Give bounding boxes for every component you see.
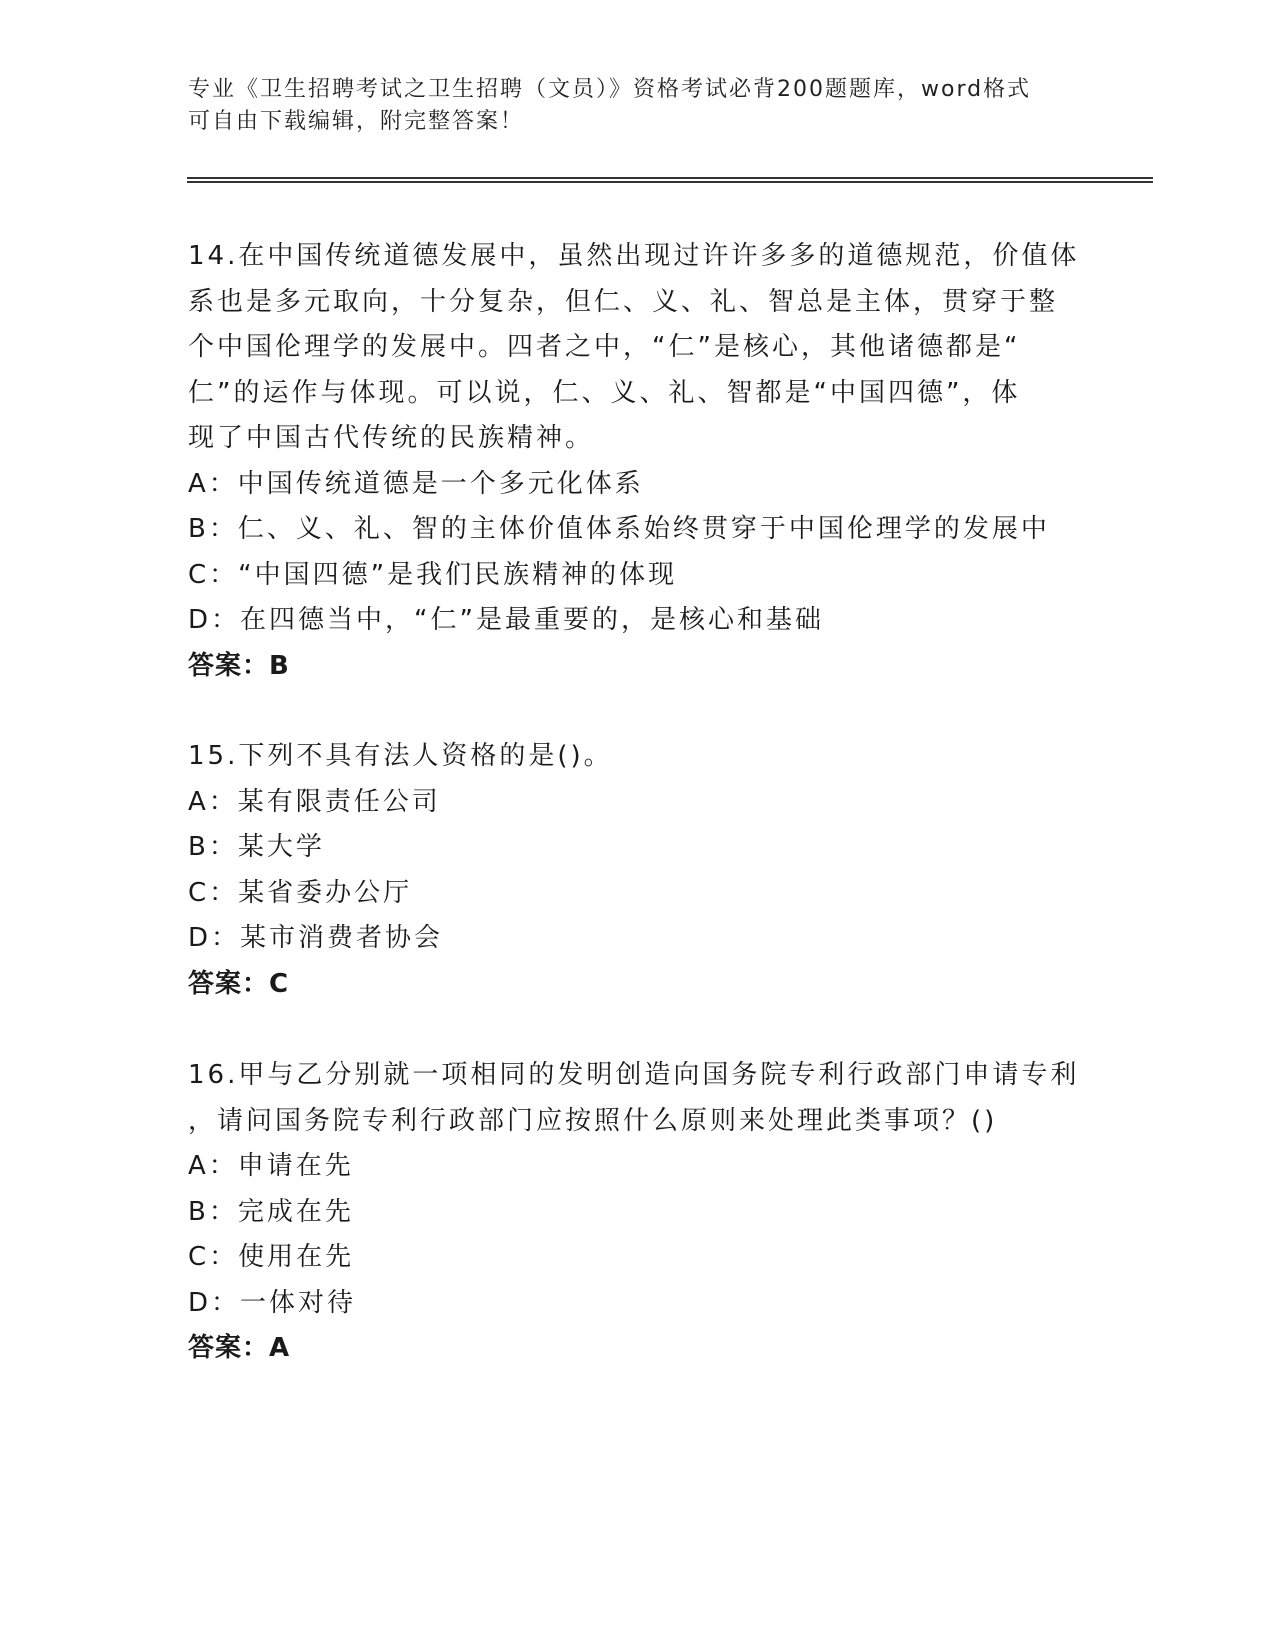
option-c: C：某省委办公厅 <box>188 877 413 908</box>
option-d: D：一体对待 <box>188 1287 357 1318</box>
question-stem-line: 系也是多元取向，十分复杂，但仁、义、礼、智总是主体，贯穿于整 <box>188 286 1059 317</box>
question-15 <box>188 734 1088 1007</box>
option-d: D：某市消费者协会 <box>188 923 444 953</box>
option-b: B：完成在先 <box>188 1196 354 1227</box>
answer: 答案：A <box>188 1333 291 1363</box>
question-stem-line: ，请问国务院专利行政部门应按照什么原则来处理此类事项？() <box>188 1105 998 1136</box>
answer: 答案：C <box>188 968 290 999</box>
header-title-line-1: 专业《卫生招聘考试之卫生招聘（文员）》资格考试必背200题题库，word格式 <box>188 77 1032 102</box>
option-a: A：某有限责任公司 <box>188 786 441 817</box>
option-a: A：中国传统道德是一个多元化体系 <box>188 468 644 499</box>
question-stem-line: 仁”的运作与体现。可以说，仁、义、礼、智都是“中国四德”，体 <box>188 377 1021 408</box>
option-c: C：使用在先 <box>188 1242 355 1272</box>
question-stem-line: 15.下列不具有法人资格的是()。 <box>188 741 613 771</box>
header-title-line-2: 可自由下载编辑，附完整答案！ <box>188 109 525 134</box>
question-stem-line: 个中国伦理学的发展中。四者之中，“仁”是核心，其他诸德都是“ <box>188 332 1021 362</box>
option-a: A：申请在先 <box>188 1151 354 1181</box>
question-14 <box>188 234 1088 689</box>
answer: 答案：B <box>188 650 290 681</box>
question-stem-line: 14.在中国传统道德发展中，虽然出现过许许多多的道德规范，价值体 <box>188 241 1080 271</box>
option-b: B：仁、义、礼、智的主体价值体系始终贯穿于中国伦理学的发展中 <box>188 514 1050 544</box>
question-16 <box>188 1053 1088 1372</box>
option-b: B：某大学 <box>188 832 325 862</box>
header-double-rule <box>187 177 1153 183</box>
page-header <box>188 74 1088 138</box>
option-c: C：“中国四德”是我们民族精神的体现 <box>188 559 678 590</box>
question-stem-line: 现了中国古代传统的民族精神。 <box>188 423 595 453</box>
option-d: D：在四德当中，“仁”是最重要的，是核心和基础 <box>188 605 824 635</box>
question-stem-line: 16.甲与乙分别就一项相同的发明创造向国务院专利行政部门申请专利 <box>188 1060 1080 1090</box>
